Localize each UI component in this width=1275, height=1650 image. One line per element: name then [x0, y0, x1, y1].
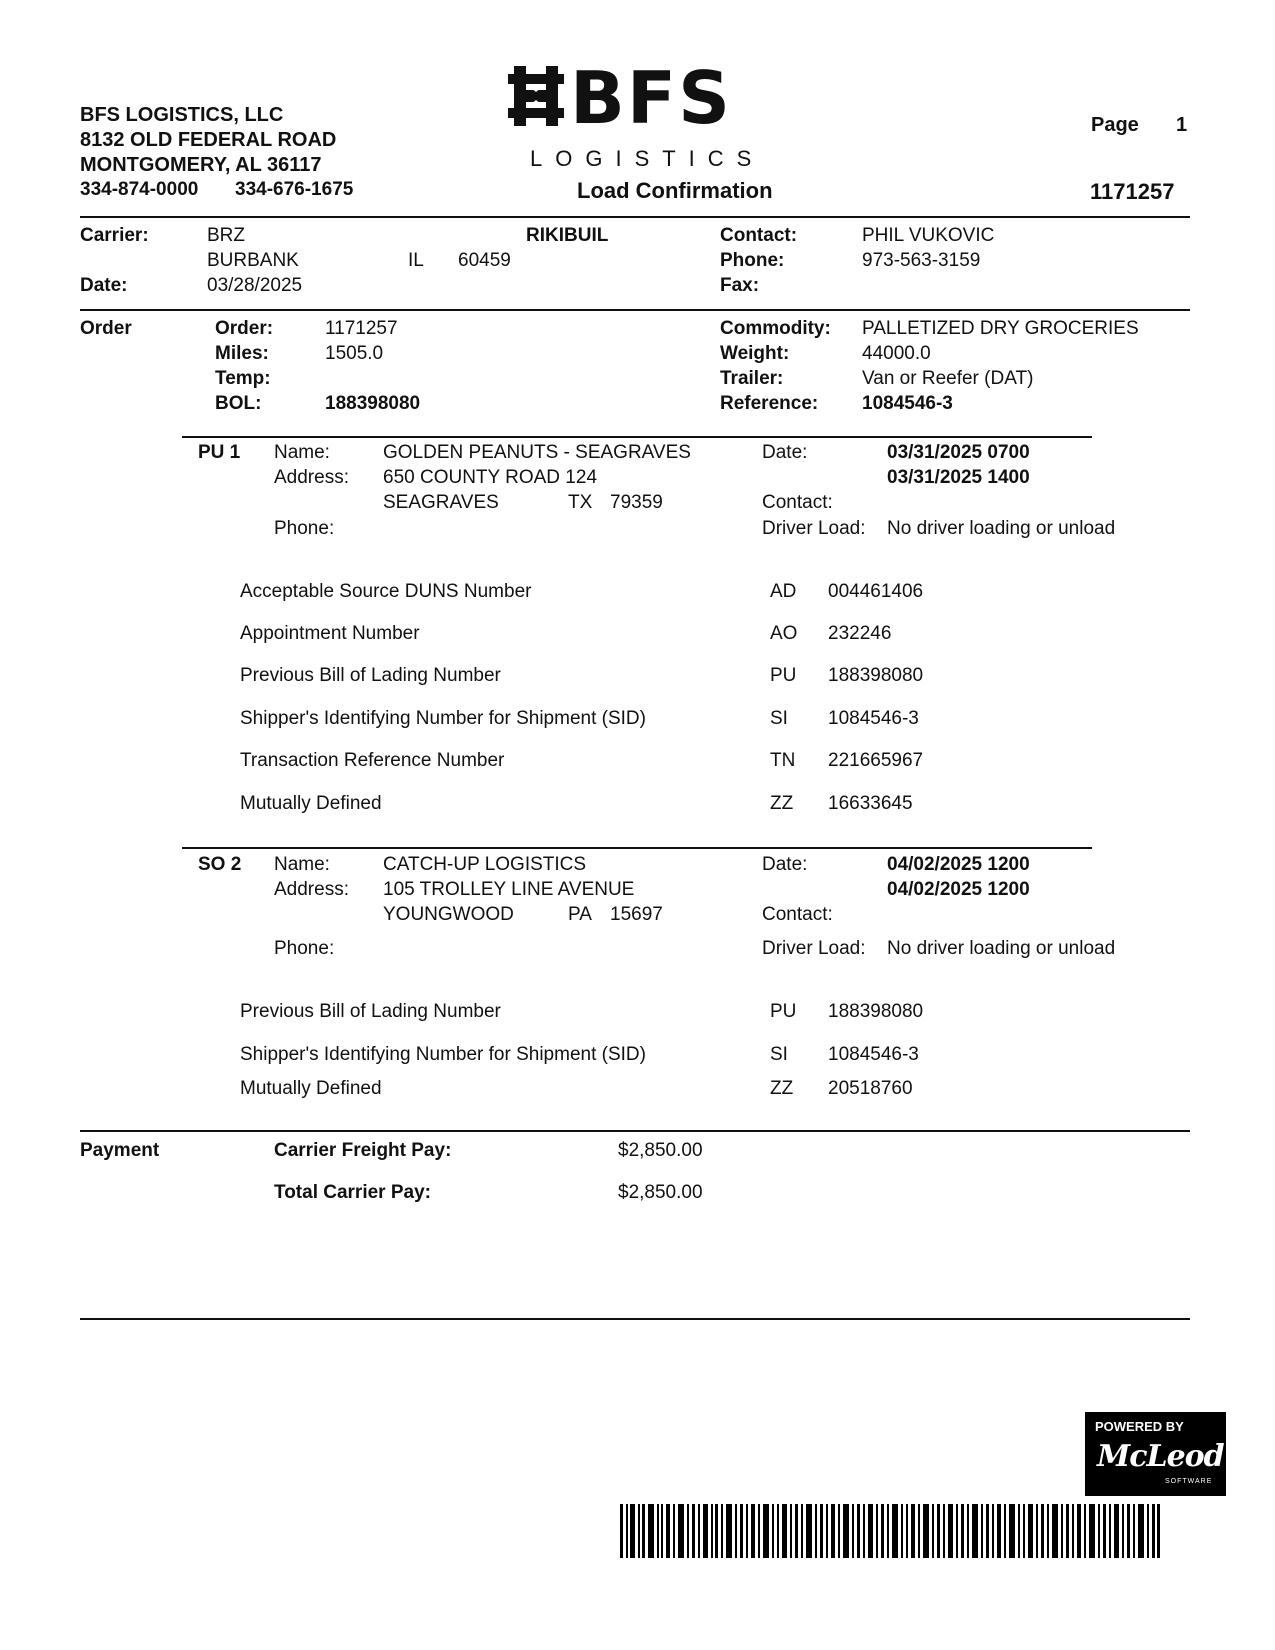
ref-code: SI	[770, 1044, 788, 1065]
logo-text: BFS	[570, 56, 732, 140]
stop-tag: SO 2	[198, 854, 242, 875]
ref-value: 004461406	[828, 581, 924, 602]
reference-label: Reference:	[720, 393, 819, 414]
ref-desc: Previous Bill of Lading Number	[240, 1001, 501, 1022]
stop-date-label: Date:	[762, 854, 808, 875]
ref-code: PU	[770, 665, 797, 686]
page-number: 1	[1176, 114, 1188, 136]
order-label: Order:	[215, 318, 274, 339]
carrier-zip: 60459	[458, 250, 511, 271]
stop-state: PA	[568, 904, 592, 925]
stop-date-label: Date:	[762, 442, 808, 463]
stop-phone-label: Phone:	[274, 938, 335, 959]
ref-code: AD	[770, 581, 797, 602]
miles-value: 1505.0	[325, 343, 384, 364]
freight-pay-label: Carrier Freight Pay:	[274, 1140, 452, 1161]
trailer-label: Trailer:	[720, 368, 784, 389]
divider	[182, 847, 1092, 849]
mcleod-logo-text: McLeod	[1097, 1439, 1224, 1474]
bol-value: 188398080	[325, 393, 421, 414]
stop-city: YOUNGWOOD	[383, 904, 514, 925]
reference-value: 1084546-3	[862, 393, 953, 414]
commodity-label: Commodity:	[720, 318, 831, 339]
ref-code: ZZ	[770, 793, 794, 814]
ref-value: 188398080	[828, 665, 924, 686]
stop-name-label: Name:	[274, 854, 330, 875]
stop-tag: PU 1	[198, 442, 241, 463]
order-section-label: Order	[80, 318, 132, 339]
ref-value: 16633645	[828, 793, 913, 814]
stop-name: GOLDEN PEANUTS - SEAGRAVES	[383, 442, 691, 463]
carrier-city: BURBANK	[207, 250, 299, 271]
miles-label: Miles:	[215, 343, 269, 364]
divider	[80, 309, 1190, 311]
powered-by-text: POWERED BY	[1095, 1419, 1184, 1434]
stop-state: TX	[568, 492, 593, 513]
stop-date-from: 04/02/2025 1200	[887, 854, 1030, 875]
barcode-icon	[620, 1504, 1160, 1558]
stop-contact-label: Contact:	[762, 904, 833, 925]
trailer-value: Van or Reefer (DAT)	[862, 368, 1034, 389]
stop-address: 105 TROLLEY LINE AVENUE	[383, 879, 635, 900]
stop-address-label: Address:	[274, 467, 349, 488]
ref-code: TN	[770, 750, 796, 771]
carrier-state: IL	[408, 250, 424, 271]
weight-value: 44000.0	[862, 343, 931, 364]
carrier-date: 03/28/2025	[207, 275, 303, 296]
stop-driver-load-label: Driver Load:	[762, 518, 866, 539]
ref-desc: Shipper's Identifying Number for Shipment (SID)	[240, 1044, 646, 1065]
ref-value: 1084546-3	[828, 708, 919, 729]
stop-date-from: 03/31/2025 0700	[887, 442, 1030, 463]
divider	[182, 436, 1092, 438]
stop-address-label: Address:	[274, 879, 349, 900]
stop-zip: 15697	[610, 904, 663, 925]
company-phone2: 334-676-1675	[235, 179, 354, 200]
carrier-name: BRZ	[207, 225, 245, 246]
carrier-label: Carrier:	[80, 225, 149, 246]
company-phone1: 334-874-0000	[80, 179, 199, 200]
company-address1: 8132 OLD FEDERAL ROAD	[80, 129, 337, 151]
stop-date-to: 03/31/2025 1400	[887, 467, 1030, 488]
stop-contact-label: Contact:	[762, 492, 833, 513]
stop-name: CATCH-UP LOGISTICS	[383, 854, 587, 875]
ref-value: 20518760	[828, 1078, 913, 1099]
stop-city: SEAGRAVES	[383, 492, 499, 513]
stop-driver-load: No driver loading or unload	[887, 518, 1116, 539]
ref-code: AO	[770, 623, 798, 644]
temp-label: Temp:	[215, 368, 271, 389]
fax-label: Fax:	[720, 275, 760, 296]
carrier-phone: 973-563-3159	[862, 250, 981, 271]
page-label: Page	[1091, 114, 1139, 136]
bol-label: BOL:	[215, 393, 262, 414]
ref-desc: Appointment Number	[240, 623, 420, 644]
contact-label: Contact:	[720, 225, 798, 246]
ref-value: 188398080	[828, 1001, 924, 1022]
divider	[80, 1130, 1190, 1132]
ref-code: ZZ	[770, 1078, 794, 1099]
carrier-code: RIKIBUIL	[526, 225, 609, 246]
order-number: 1171257	[325, 318, 398, 339]
commodity-value: PALLETIZED DRY GROCERIES	[862, 318, 1139, 339]
bfs-emblem-icon	[508, 66, 564, 126]
ref-desc: Shipper's Identifying Number for Shipment (SID)	[240, 708, 646, 729]
ref-desc: Transaction Reference Number	[240, 750, 505, 771]
powered-by-badge	[1085, 1412, 1226, 1496]
stop-name-label: Name:	[274, 442, 330, 463]
carrier-contact: PHIL VUKOVIC	[862, 225, 995, 246]
ref-value: 232246	[828, 623, 892, 644]
stop-phone-label: Phone:	[274, 518, 335, 539]
divider	[80, 1318, 1190, 1320]
ref-value: 1084546-3	[828, 1044, 919, 1065]
stop-address: 650 COUNTY ROAD 124	[383, 467, 598, 488]
stop-date-to: 04/02/2025 1200	[887, 879, 1030, 900]
document-title: Load Confirmation	[577, 178, 773, 203]
company-name: BFS LOGISTICS, LLC	[80, 104, 284, 126]
stop-zip: 79359	[610, 492, 663, 513]
company-address2: MONTGOMERY, AL 36117	[80, 154, 322, 176]
software-text: SOFTWARE	[1165, 1478, 1213, 1485]
ref-desc: Acceptable Source DUNS Number	[240, 581, 532, 602]
date-label: Date:	[80, 275, 128, 296]
stop-driver-load: No driver loading or unload	[887, 938, 1116, 959]
ref-desc: Previous Bill of Lading Number	[240, 665, 501, 686]
payment-section-label: Payment	[80, 1140, 160, 1161]
total-pay-value: $2,850.00	[618, 1182, 703, 1203]
divider	[80, 216, 1190, 218]
weight-label: Weight:	[720, 343, 790, 364]
ref-code: PU	[770, 1001, 797, 1022]
ref-value: 221665967	[828, 750, 924, 771]
ref-code: SI	[770, 708, 788, 729]
ref-desc: Mutually Defined	[240, 793, 382, 814]
document-number: 1171257	[1090, 179, 1175, 204]
freight-pay-value: $2,850.00	[618, 1140, 703, 1161]
phone-label: Phone:	[720, 250, 785, 271]
total-pay-label: Total Carrier Pay:	[274, 1182, 431, 1203]
stop-driver-load-label: Driver Load:	[762, 938, 866, 959]
logo-subtext: LOGISTICS	[530, 146, 765, 171]
ref-desc: Mutually Defined	[240, 1078, 382, 1099]
